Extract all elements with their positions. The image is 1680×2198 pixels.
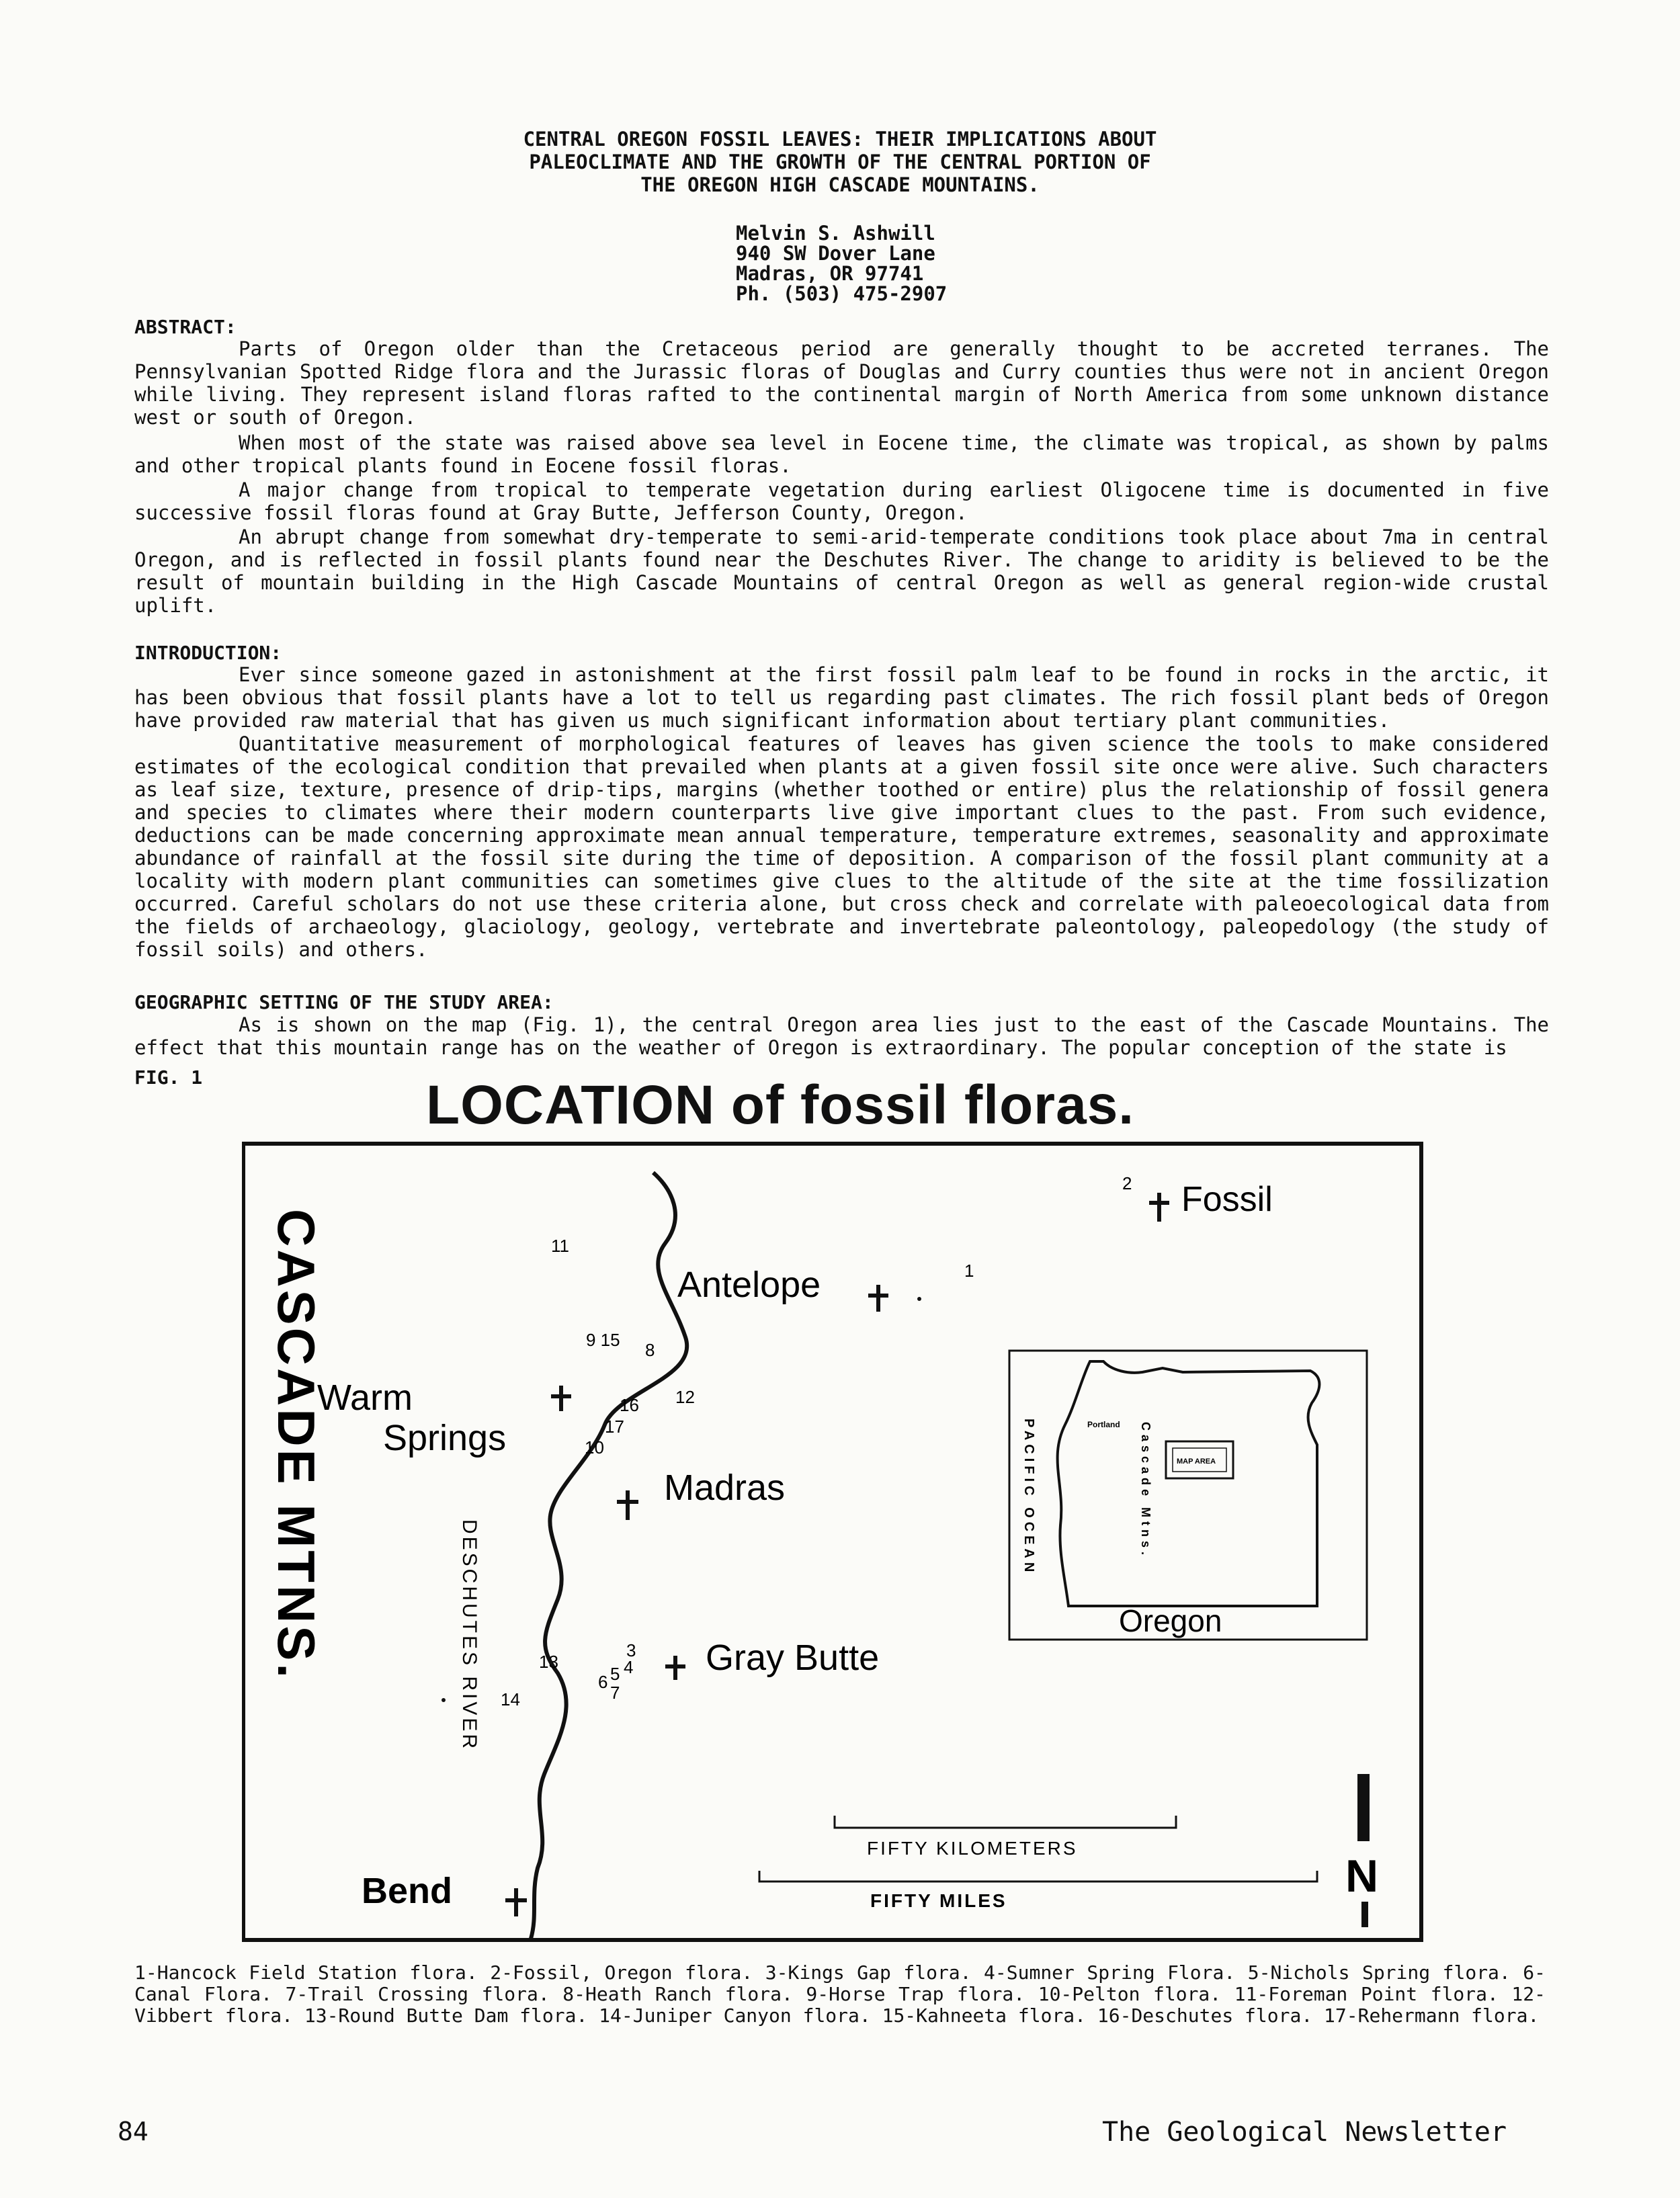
map-dot [442,1698,446,1702]
abstract-paragraph-1: Parts of Oregon older than the Cretaceous period are generally thought to be accreted terranes. The Pennsylvanian Spotted Ridge flora and the Jurassic floras of Douglas and Curry counties thus were not in ancient Oregon while living. They represent island floras rafted to the continental margin of North America from some unknown distance west or south of Oregon. [134,337,1549,429]
site-number-1: 1 [964,1261,974,1281]
setting-paragraph-1: As is shown on the map (Fig. 1), the central Oregon area lies just to the east of the Cascade Mountains. The effect that this mountain range has on the weather of Oregon is extraordinary. The popular conception of the state is [134,1013,1549,1059]
site-number-3: 3 [626,1640,636,1660]
inset-oregon-label: Oregon [1119,1603,1222,1638]
town-gray-butte: Gray Butte [706,1638,880,1678]
introduction-heading: INTRODUCTION: [134,642,282,664]
scale-km-label: FIFTY KILOMETERS [867,1838,1078,1859]
title-line-3: THE OREGON HIGH CASCADE MOUNTAINS. [640,173,1040,196]
location-map [242,1136,1438,1942]
inset-portland-label: Portland [1087,1420,1120,1429]
map-frame [243,1144,1421,1940]
site-number-2: 2 [1122,1173,1132,1193]
inset-pacific-ocean-label: PACIFIC OCEAN [1021,1419,1036,1576]
page-number: 84 [118,2117,149,2146]
author-street: 940 SW Dover Lane [736,242,935,265]
title-line-2: PALEOCLIMATE AND THE GROWTH OF THE CENTRAL PORTION OF [529,151,1151,173]
deschutes-river-label: DESCHUTES RIVER [458,1519,480,1752]
site-number-4: 4 [624,1657,634,1677]
setting-heading: GEOGRAPHIC SETTING OF THE STUDY AREA: [134,991,554,1013]
author-block [736,223,947,304]
town-antelope: Antelope [677,1265,821,1305]
author-phone: Ph. (503) 475-2907 [736,282,948,305]
town-warm-springs-1: Warm [317,1378,413,1418]
madras-marker-icon [617,1490,638,1520]
scale-bar-miles [759,1871,1317,1882]
map-title: LOCATION of fossil floras. [426,1074,1135,1136]
site-number-9-15: 9 15 [586,1330,620,1350]
site-numbers [501,1173,1132,1709]
site-number-7: 7 [610,1683,620,1703]
town-markers [505,1193,1169,1916]
title-line-1: CENTRAL OREGON FOSSIL LEAVES: THEIR IMPLICATIONS ABOUT [523,128,1157,151]
author-name: Melvin S. Ashwill [736,222,935,245]
figure-caption: 1-Hancock Field Station flora. 2-Fossil, Oregon flora. 3-Kings Gap flora. 4-Sumner Spring Flora. 5-Nichols Spring flora. 6- Canal Flora. 7-Trail Crossing flora. 8-Heath Ranch flora. 9-Horse Trap flora. 10-Pelton flora. 11-Foreman Point flora. 12-Vibbert flora. 13-Round Butte Dam flora. 14-Juniper Canyon flora. 15-Kahneeta flora. 16-Deschutes flora. 17-Rehermann flora. [134,1961,1546,2027]
site-number-10: 10 [585,1437,604,1457]
map-dot [917,1297,921,1301]
scale-bar-km [835,1816,1176,1828]
introduction-paragraph-1: Ever since someone gazed in astonishment at the first fossil palm leaf to be found in rocks in the arctic, it has been obvious that fossil plants have a lot to tell us regarding past climates. The rich fossil plant beds of Oregon have provided raw material that has given us much significant information about tertiary plant communities. [134,663,1549,732]
article-title [0,128,1680,196]
site-number-11: 11 [551,1236,569,1256]
site-number-12: 12 [675,1387,695,1407]
site-number-8: 8 [645,1340,655,1360]
gray-butte-marker-icon [665,1656,685,1680]
abstract-paragraph-4: An abrupt change from somewhat dry-temperate to semi-arid-temperate conditions took place about 7ma in central Oregon, and is reflected in fossil plants found near the Deschutes River. The change to aridity is believed to be the result of mountain building in the High Cascade Mountains of central Oregon as well as general region-wide crustal uplift. [134,525,1549,617]
oregon-outline [1058,1361,1320,1606]
introduction-paragraph-2: Quantitative measurement of morphological features of leaves has given science the tools to make considered estimates of the ecological condition that prevailed when plants at a given fossil site once were alive. Such characters as leaf size, texture, presence of drip-tips, margins (whether toothed or entire) plus the relationship of fossil genera and species to climates where their modern counterparts live give important clues to the past. From such evidence, deductions can be made concerning approximate mean annual temperature, temperature extremes, seasonality and approximate abundance of rainfall at the fossil site during the time of deposition. A comparison of the fossil plant community at a locality with modern plant communities can sometimes give clues to the altitude of the site at the time fossilization occurred. Careful scholars do not use these criteria alone, but cross check and correlate with paleoecological data from the fields of archaeology, glaciology, geology, vertebrate and invertebrate paleontology, paleopedology (the study of fossil soils) and others. [134,732,1549,961]
town-fossil: Fossil [1181,1180,1273,1219]
site-number-5: 5 [610,1664,620,1684]
site-number-14: 14 [501,1689,520,1709]
oregon-inset-map [1009,1351,1367,1640]
inset-cascade-mtns-label: Cascade Mtns. [1139,1422,1152,1560]
site-number-16: 16 [620,1395,639,1415]
inset-map-area-label: MAP AREA [1177,1457,1216,1466]
town-madras: Madras [664,1468,786,1508]
site-number-17: 17 [605,1417,624,1437]
bend-marker-icon [505,1888,527,1916]
site-number-6: 6 [598,1672,608,1692]
figure-label: FIG. 1 [134,1066,203,1089]
town-warm-springs-2: Springs [383,1418,507,1458]
deschutes-river-line [531,1173,687,1939]
cascade-mountains-label: CASCADE MTNS. [267,1209,326,1681]
site-number-13: 13 [539,1652,558,1672]
scale-miles-label: FIFTY MILES [870,1890,1007,1911]
abstract-paragraph-3: A major change from tropical to temperate vegetation during earliest Oligocene time is documented in five successive fossil floras found at Gray Butte, Jefferson County, Oregon. [134,478,1549,524]
antelope-marker-icon [868,1285,888,1312]
journal-name: The Geological Newsletter [1102,2117,1507,2148]
town-bend: Bend [362,1871,452,1911]
abstract-paragraph-2: When most of the state was raised above sea level in Eocene time, the climate was tropical, as shown by palms and other tropical plants found in Eocene fossil floras. [134,431,1549,477]
inset-frame [1009,1351,1367,1640]
warm-springs-marker-icon [551,1386,571,1411]
north-label: N [1345,1851,1379,1902]
author-city: Madras, OR 97741 [736,262,924,285]
abstract-heading: ABSTRACT: [134,316,237,338]
fossil-marker-icon [1149,1193,1169,1222]
